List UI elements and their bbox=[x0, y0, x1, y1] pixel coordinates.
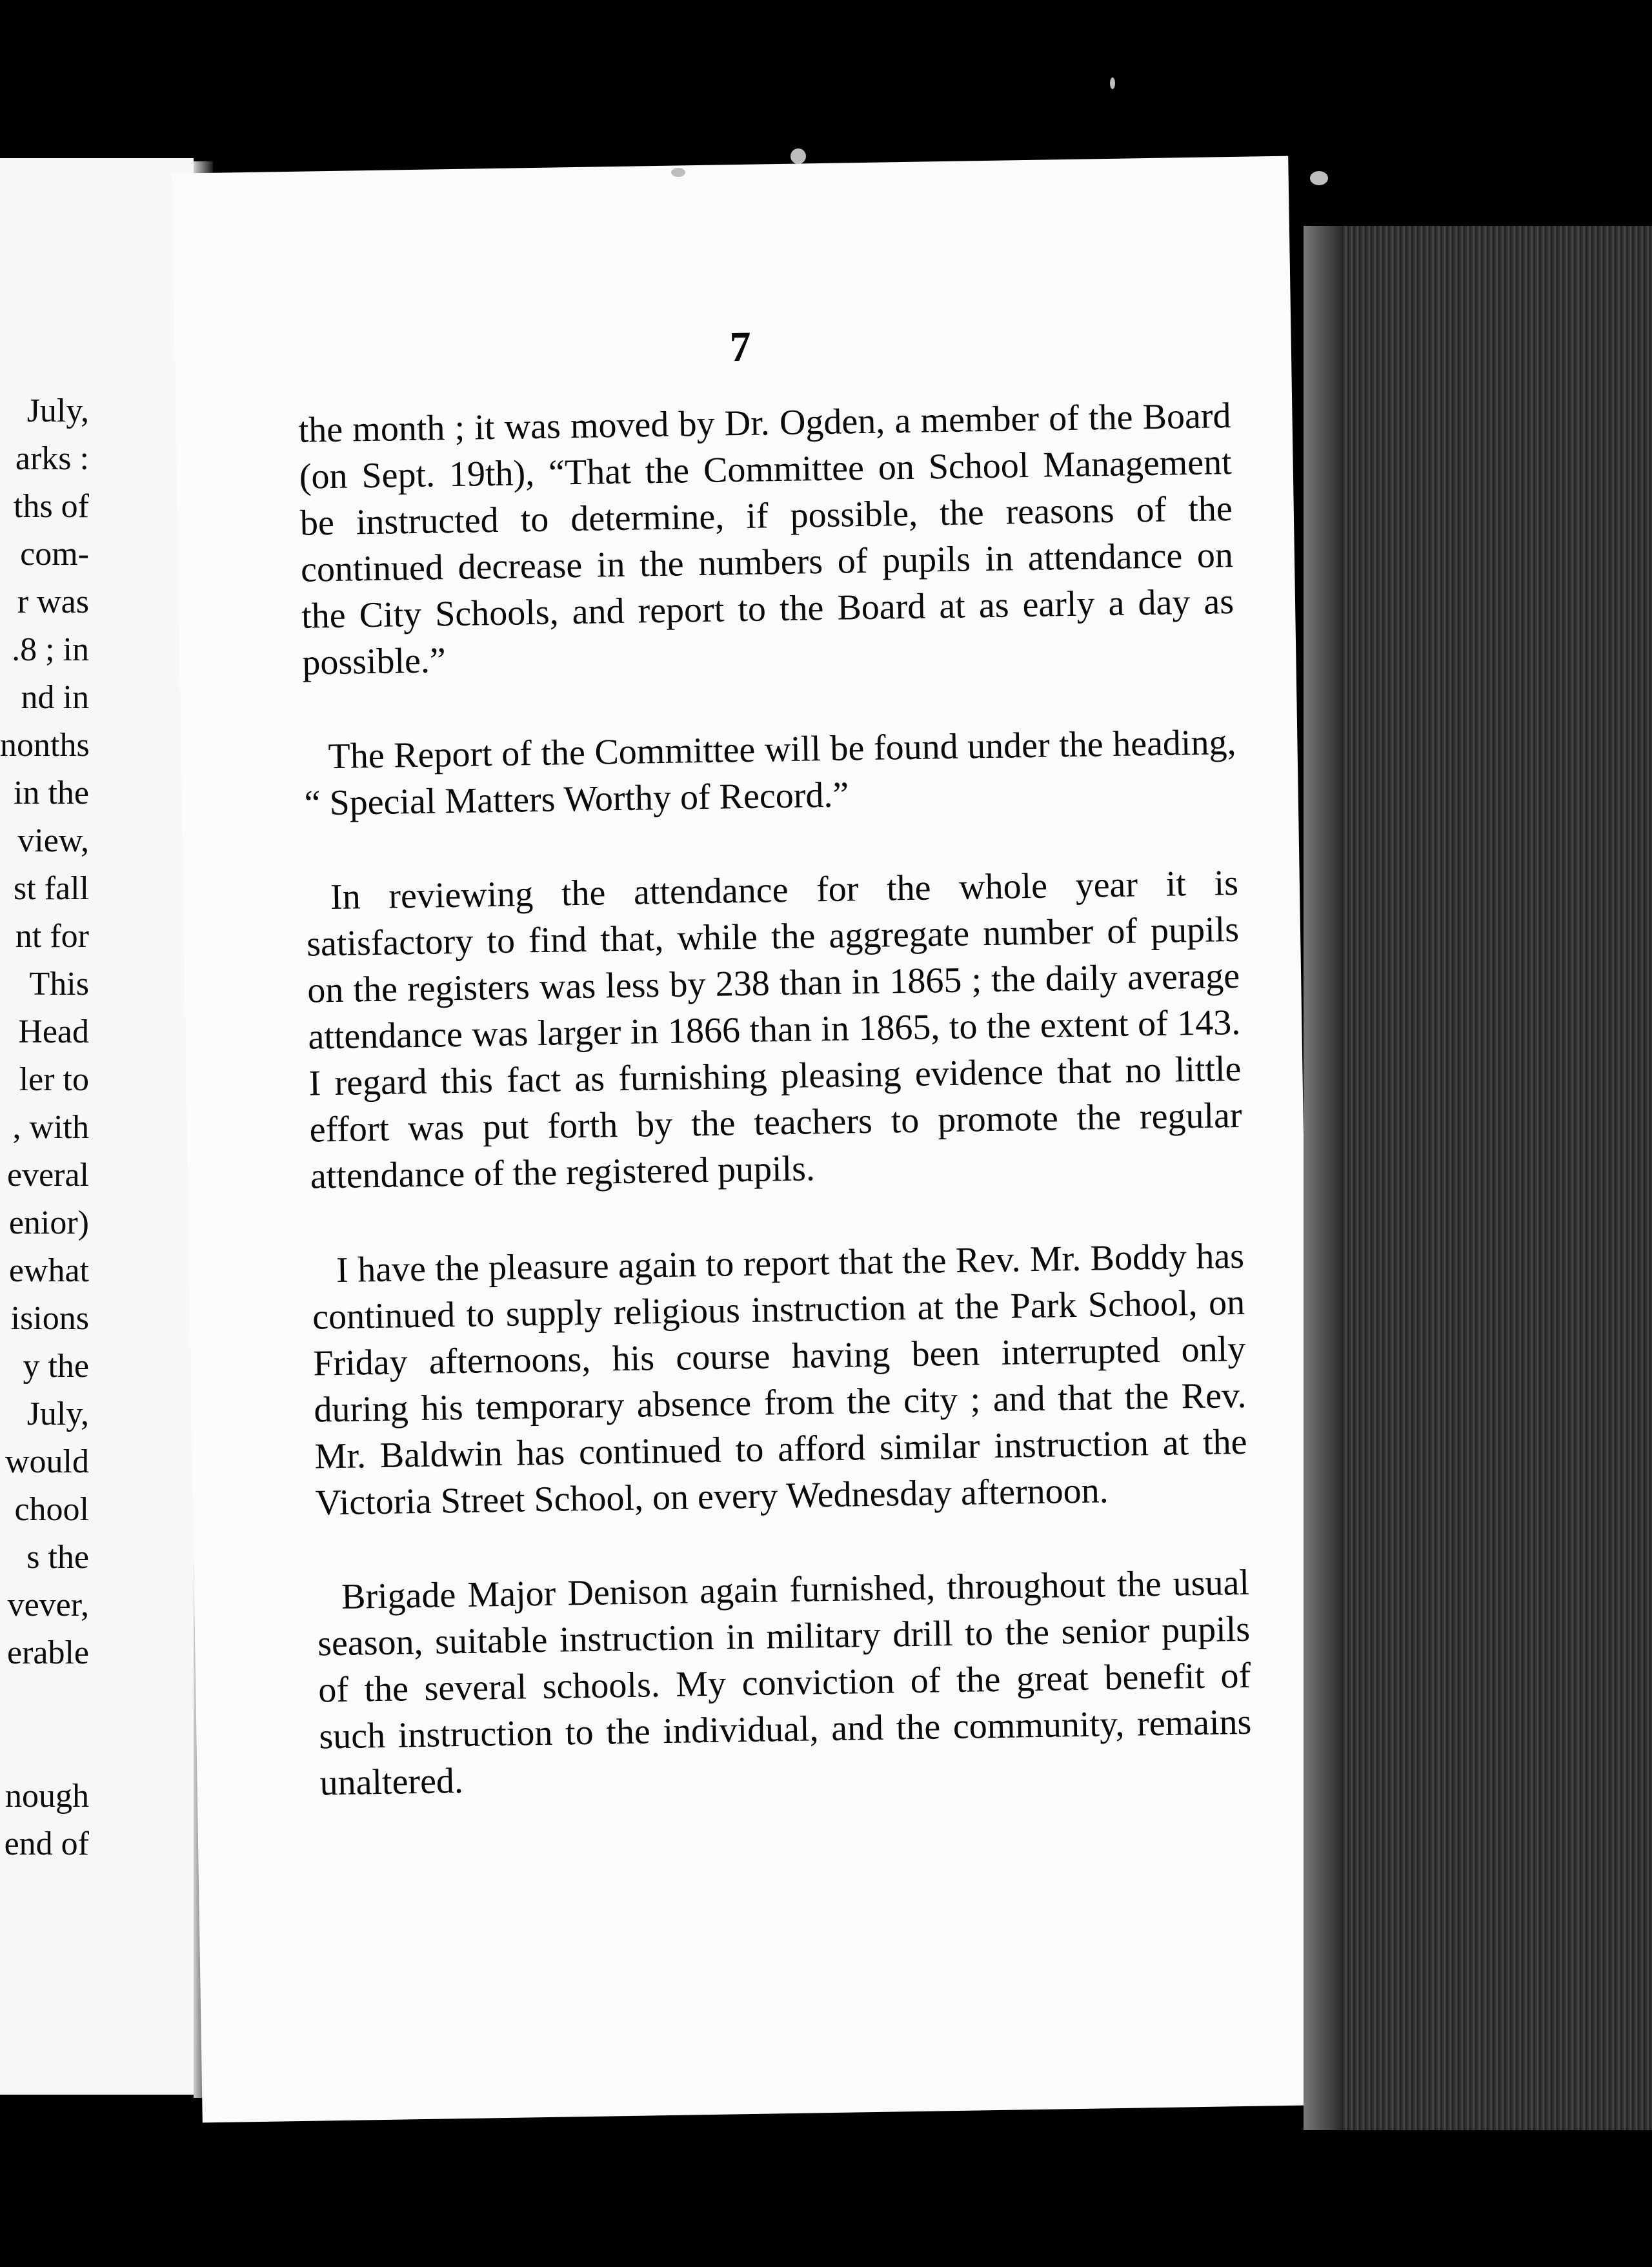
paragraph-religious-instruction: I have the pleasure again to report that the Rev. Mr. Boddy has continued to supply religious instruction at the Park School, on Friday afternoons, his course having been interrupted only during his temporary absence from the city ; and that the Rev. Mr. Baldwin has continued to afford similar instruction at the Victoria Street School, on every Wednesday afternoon. bbox=[312, 1235, 1247, 1523]
left-line: , with bbox=[12, 1109, 89, 1146]
left-line: would bbox=[5, 1443, 89, 1480]
paragraph-attendance-review: In reviewing the attendance for the whole year it is satisfactory to find that, while the aggregate number of pupils on the registers was less by 238 than in 1865 ; the daily average attendance was larger in 1866 than in 1865, to the extent of 143. I regard this fact as furnishing pleasing evidence that no little effort was put forth by the teachers to promote the regular attendance of the registered pupils. bbox=[306, 862, 1242, 1197]
page-edge-stack bbox=[1304, 226, 1652, 2130]
left-line: Head bbox=[18, 1013, 89, 1050]
left-line: s the bbox=[26, 1539, 89, 1576]
left-line: in the bbox=[14, 775, 89, 811]
left-line: July, bbox=[26, 392, 89, 429]
paragraph-board-motion: the month ; it was moved by Dr. Ogden, a member of the Board (on Sept. 19th), “That the Committee on School Management be instructed to determine, if possible, the reasons of the continued decrease in the numbers of pupils in attendance on the City Schools, and report to the Board at as early a day as possible.” bbox=[298, 396, 1234, 683]
left-line: ler to bbox=[19, 1061, 89, 1098]
left-line: r was bbox=[17, 584, 89, 620]
left-line: nonths bbox=[0, 727, 90, 764]
scan-speck bbox=[791, 148, 806, 164]
left-line: end of bbox=[4, 1825, 89, 1862]
left-page-text bbox=[0, 387, 89, 1868]
left-line: isions bbox=[10, 1300, 89, 1337]
paragraph-military-drill: Brigade Major Denison again furnished, throughout the usual season, suitable instruction in military drill to the senior pupils of the several schools. My conviction of the great benefit of such instruction to the individual, and the community, remains unaltered. bbox=[317, 1562, 1252, 1804]
left-line: July, bbox=[26, 1396, 89, 1432]
page-number: 7 bbox=[729, 323, 752, 371]
left-line: .8 ; in bbox=[12, 631, 89, 668]
scan-speck bbox=[1310, 171, 1328, 185]
left-line: st fall bbox=[14, 870, 89, 907]
left-line: com- bbox=[20, 536, 89, 573]
left-line: erable bbox=[6, 1634, 89, 1671]
main-page bbox=[172, 156, 1318, 2123]
left-line: enior) bbox=[8, 1205, 89, 1241]
paragraph-committee-report: The Report of the Committee will be found under the heading, “ Special Matters Worthy of Record.” bbox=[304, 722, 1236, 824]
left-line bbox=[0, 1725, 89, 1773]
left-line: view, bbox=[17, 822, 89, 859]
page-body bbox=[298, 392, 1253, 1854]
left-line: y the bbox=[23, 1348, 89, 1385]
left-line: ths of bbox=[14, 488, 89, 525]
left-line: nough bbox=[5, 1778, 89, 1815]
left-line: arks : bbox=[15, 440, 89, 477]
left-line: nd in bbox=[21, 679, 89, 716]
left-line: This bbox=[29, 966, 89, 1002]
left-line: chool bbox=[14, 1491, 89, 1528]
scan-speck bbox=[1110, 77, 1115, 89]
left-line: nt for bbox=[15, 918, 89, 955]
left-line bbox=[0, 1677, 89, 1725]
left-page bbox=[0, 158, 194, 2095]
left-line: vever, bbox=[7, 1587, 89, 1623]
left-line: everal bbox=[6, 1157, 89, 1194]
left-line: ewhat bbox=[8, 1252, 89, 1289]
scan-speck bbox=[671, 168, 685, 177]
